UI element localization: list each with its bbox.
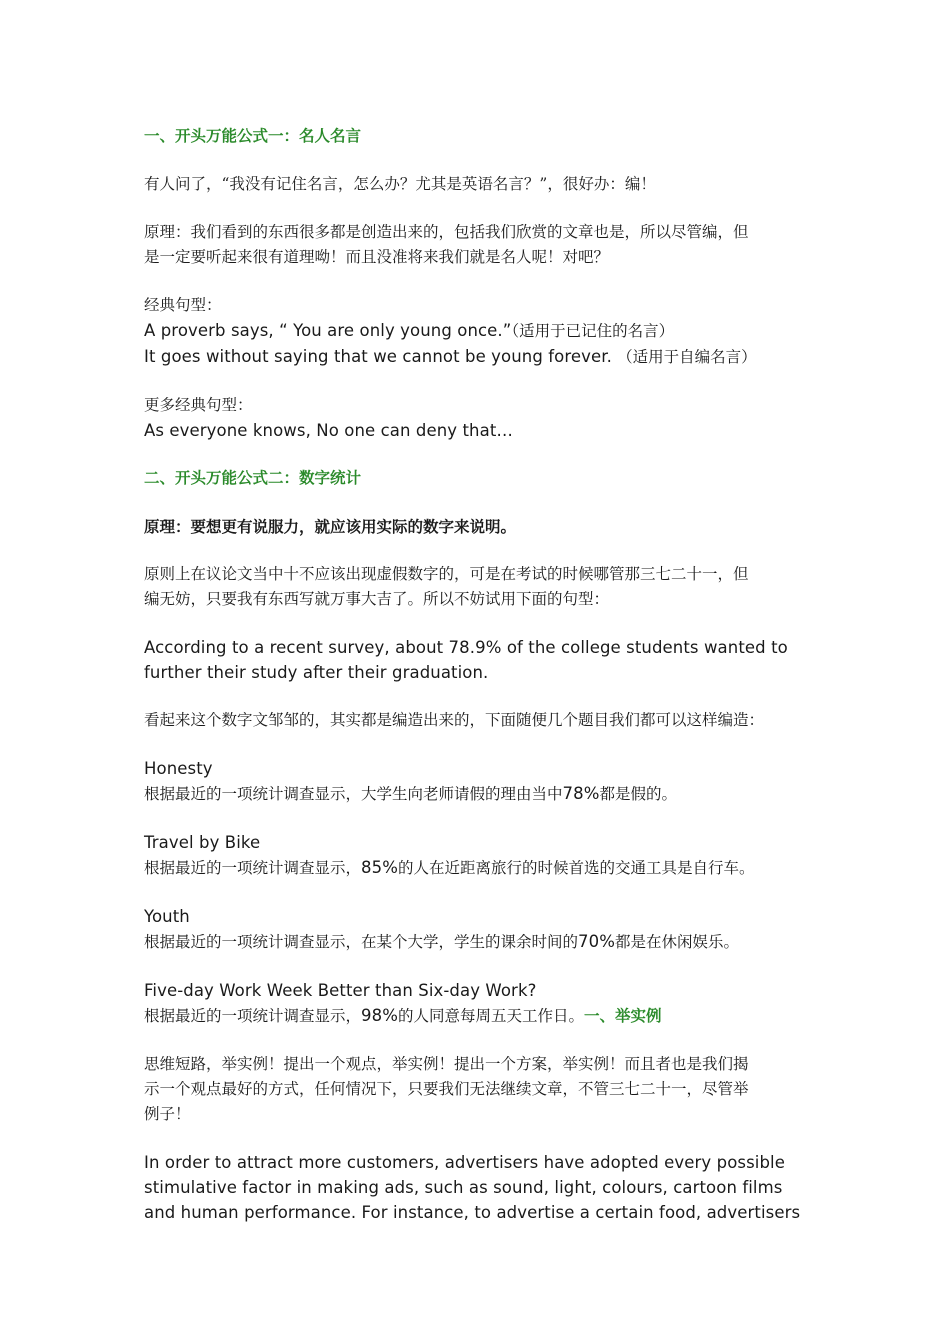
paragraph-fake-numbers-line-2: 编无妨，只要我有东西写就万事大吉了。所以不妨试用下面的句型： — [144, 590, 610, 608]
principle-bold: 原理：要想更有说服力，就应该用实际的数字来说明。 — [144, 517, 517, 536]
more-patterns-en: As everyone knows, No one can deny that… — [144, 421, 513, 440]
example-number: 98% — [361, 1006, 398, 1025]
pattern-note-2: （适用于自编名言） — [617, 348, 757, 366]
example-text — [144, 929, 824, 955]
paragraph-examples-line-2: 示一个观点最好的方式，任何情况下，只要我们无法继续文章，不管三七二十一，尽管举 — [144, 1080, 749, 1098]
more-patterns-label: 更多经典句型： — [144, 396, 253, 414]
example-text — [144, 1003, 824, 1029]
example-title: Youth — [144, 907, 190, 926]
example-number: 85% — [361, 858, 398, 877]
paragraph-principle-line-2: 是一定要听起来很有道理呦！而且没准将来我们就是名人呢！对吧？ — [144, 248, 610, 266]
paragraph-examples-line-1: 思维短路，举实例！提出一个观点，举实例！提出一个方案，举实例！而且者也是我们揭 — [144, 1055, 749, 1073]
example-number: 78% — [562, 784, 600, 803]
ads-paragraph-line-2: stimulative factor in making ads, such as sound, light, colours, cartoon films — [144, 1178, 783, 1197]
example-text-pre: 根据最近的一项统计调查显示，大学生向老师请假的理由当中 — [144, 785, 563, 803]
pattern-line-1 — [144, 318, 824, 344]
document-body — [144, 124, 824, 1225]
example-text-pre: 根据最近的一项统计调查显示， — [144, 1007, 362, 1025]
example-text-pre: 根据最近的一项统计调查显示， — [144, 859, 362, 877]
paragraph-made-up: 看起来这个数字文邹邹的，其实都是编造出来的，下面随便几个题目我们都可以这样编造： — [144, 711, 765, 729]
classic-patterns-label: 经典句型： — [144, 296, 222, 314]
section-heading-3: 一、举实例 — [584, 1006, 662, 1025]
ads-paragraph-line-1: In order to attract more customers, advertisers have adopted every possible — [144, 1153, 785, 1172]
example-text-post: 的人在近距离旅行的时候首选的交通工具是自行车。 — [398, 859, 755, 877]
example-text-pre: 根据最近的一项统计调查显示，在某个大学，学生的课余时间的 — [144, 933, 579, 951]
paragraph-fake-numbers-line-1: 原则上在议论文当中十不应该出现虚假数字的，可是在考试的时候哪管那三七二十一，但 — [144, 565, 749, 583]
paragraph-question: 有人问了，“我没有记住名言，怎么办？尤其是英语名言？”，很好办：编！ — [144, 175, 656, 193]
pattern-en-2: It goes without saying that we cannot be young forever. — [144, 347, 612, 366]
example-title: Honesty — [144, 759, 213, 778]
example-text-post: 的人同意每周五天工作日。 — [398, 1007, 585, 1025]
example-number: 70% — [578, 932, 615, 951]
survey-example-line-2: further their study after their graduation. — [144, 663, 489, 682]
paragraph-examples-line-3: 例子！ — [144, 1105, 191, 1123]
pattern-note-1: （适用于已记住的名言） — [511, 322, 675, 340]
pattern-en-1: A proverb says, “ You are only young once.” — [144, 321, 512, 340]
example-title: Travel by Bike — [144, 833, 261, 852]
ads-paragraph-line-3: and human performance. For instance, to advertise a certain food, advertisers — [144, 1203, 801, 1222]
example-text-post: 都是假的。 — [599, 785, 678, 803]
section-heading-2: 二、开头万能公式二：数字统计 — [144, 469, 362, 487]
example-text-post: 都是在休闲娱乐。 — [615, 933, 740, 951]
section-heading-1: 一、开头万能公式一：名人名言 — [144, 127, 362, 145]
example-text — [144, 855, 824, 881]
pattern-line-2 — [144, 344, 824, 370]
survey-example-line-1: According to a recent survey, about 78.9% of the college students wanted to — [144, 638, 788, 657]
paragraph-principle-line-1: 原理：我们看到的东西很多都是创造出来的，包括我们欣赏的文章也是，所以尽管编，但 — [144, 223, 749, 241]
example-text — [144, 781, 824, 807]
example-title: Five-day Work Week Better than Six-day Work? — [144, 981, 537, 1000]
